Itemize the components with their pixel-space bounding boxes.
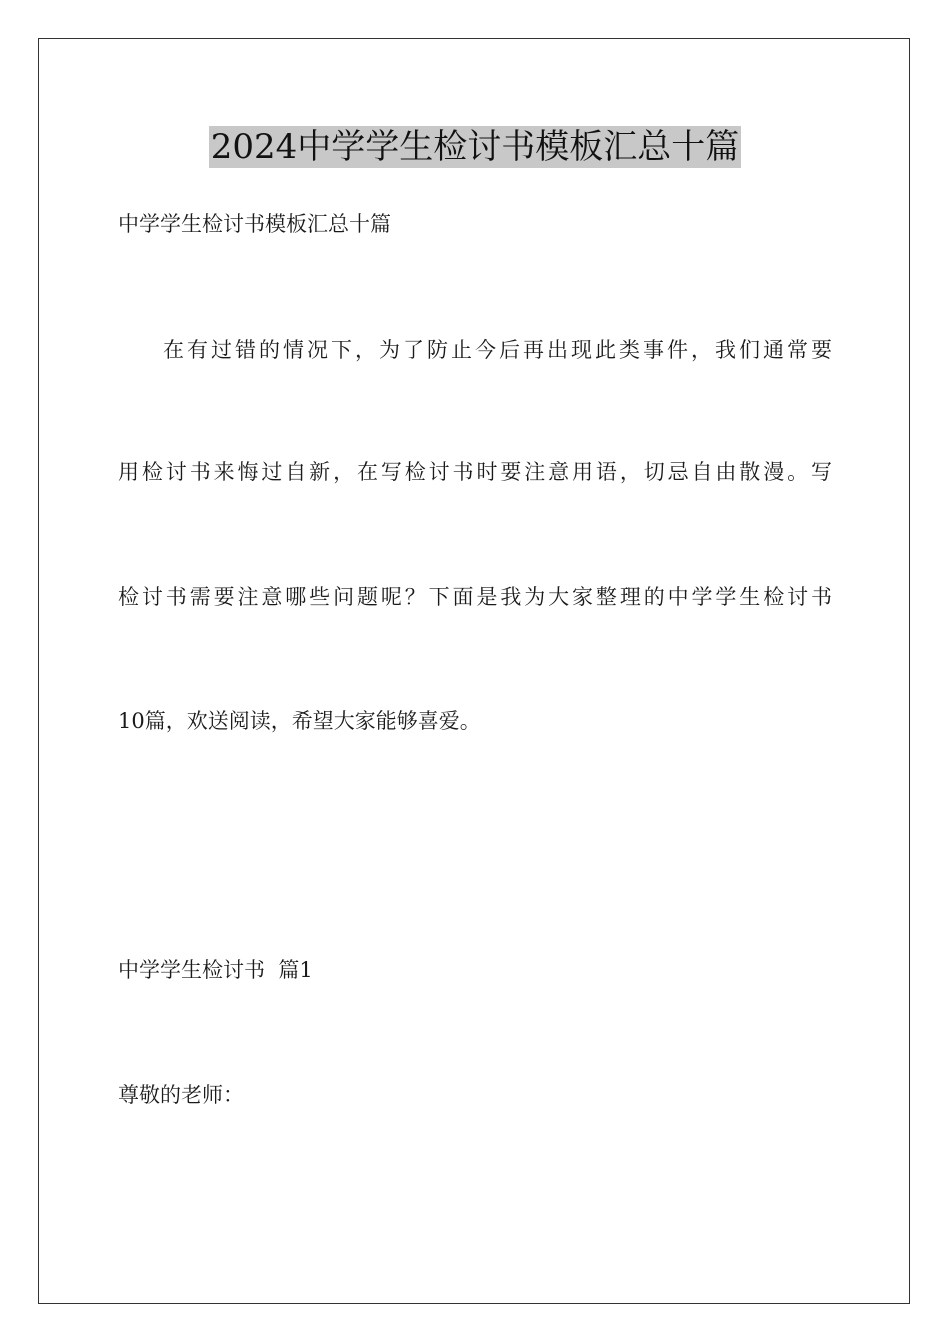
intro-line-3: 检讨书需要注意哪些问题呢？下面是我为大家整理的中学学生检讨书 (118, 585, 832, 609)
intro-line-2: 用检讨书来悔过自新，在写检讨书时要注意用语，切忌自由散漫。写 (118, 460, 832, 484)
section-heading: 中学学生检讨书 篇1 (118, 958, 313, 982)
salutation: 尊敬的老师： (118, 1083, 244, 1107)
document-subtitle: 中学学生检讨书模板汇总十篇 (118, 212, 391, 236)
title-container (0, 126, 950, 168)
document-title: 2024中学学生检讨书模板汇总十篇 (210, 127, 740, 167)
intro-line-4: 10篇，欢送阅读，希望大家能够喜爱。 (118, 709, 481, 733)
intro-line-1: 在有过错的情况下，为了防止今后再出现此类事件，我们通常要 (163, 338, 832, 362)
